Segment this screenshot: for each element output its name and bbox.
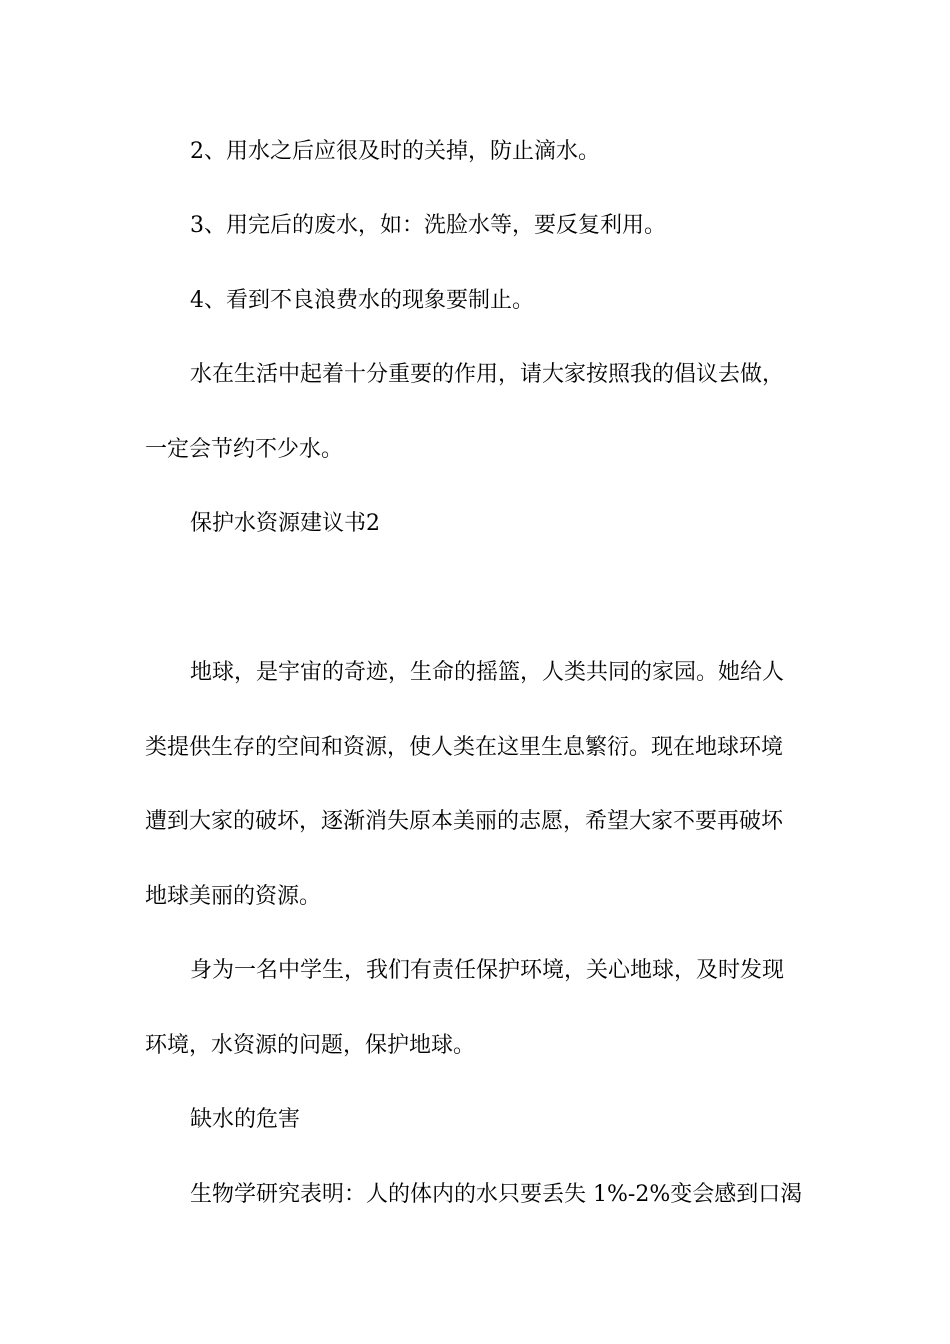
section-heading: 保护水资源建议书2 xyxy=(190,511,380,536)
paragraph-line: 一定会节约不少水。 xyxy=(145,437,344,462)
paragraph-line: 地球美丽的资源。 xyxy=(145,884,322,909)
paragraph-line: 环境，水资源的问题，保护地球。 xyxy=(145,1033,476,1058)
list-item-4: 4、看到不良浪费水的现象要制止。 xyxy=(190,288,534,313)
paragraph-line: 遭到大家的破坏，逐渐消失原本美丽的志愿，希望大家不要再破坏 xyxy=(145,809,784,834)
paragraph-line: 地球，是宇宙的奇迹，生命的摇篮，人类共同的家园。她给人 xyxy=(190,660,785,685)
list-item-3: 3、用完后的废水，如：洗脸水等，要反复利用。 xyxy=(190,213,666,238)
paragraph-line: 身为一名中学生，我们有责任保护环境，关心地球，及时发现 xyxy=(190,958,785,983)
section-heading: 缺水的危害 xyxy=(190,1107,301,1132)
paragraph-line: 生物学研究表明：人的体内的水只要丢失 1%-2%变会感到口渴 xyxy=(190,1182,803,1207)
paragraph-line: 类提供生存的空间和资源，使人类在这里生息繁衍。现在地球环境 xyxy=(145,735,784,760)
paragraph-line: 水在生活中起着十分重要的作用，请大家按照我的倡议去做， xyxy=(190,362,785,387)
list-item-2: 2、用水之后应很及时的关掉，防止滴水。 xyxy=(190,139,600,164)
